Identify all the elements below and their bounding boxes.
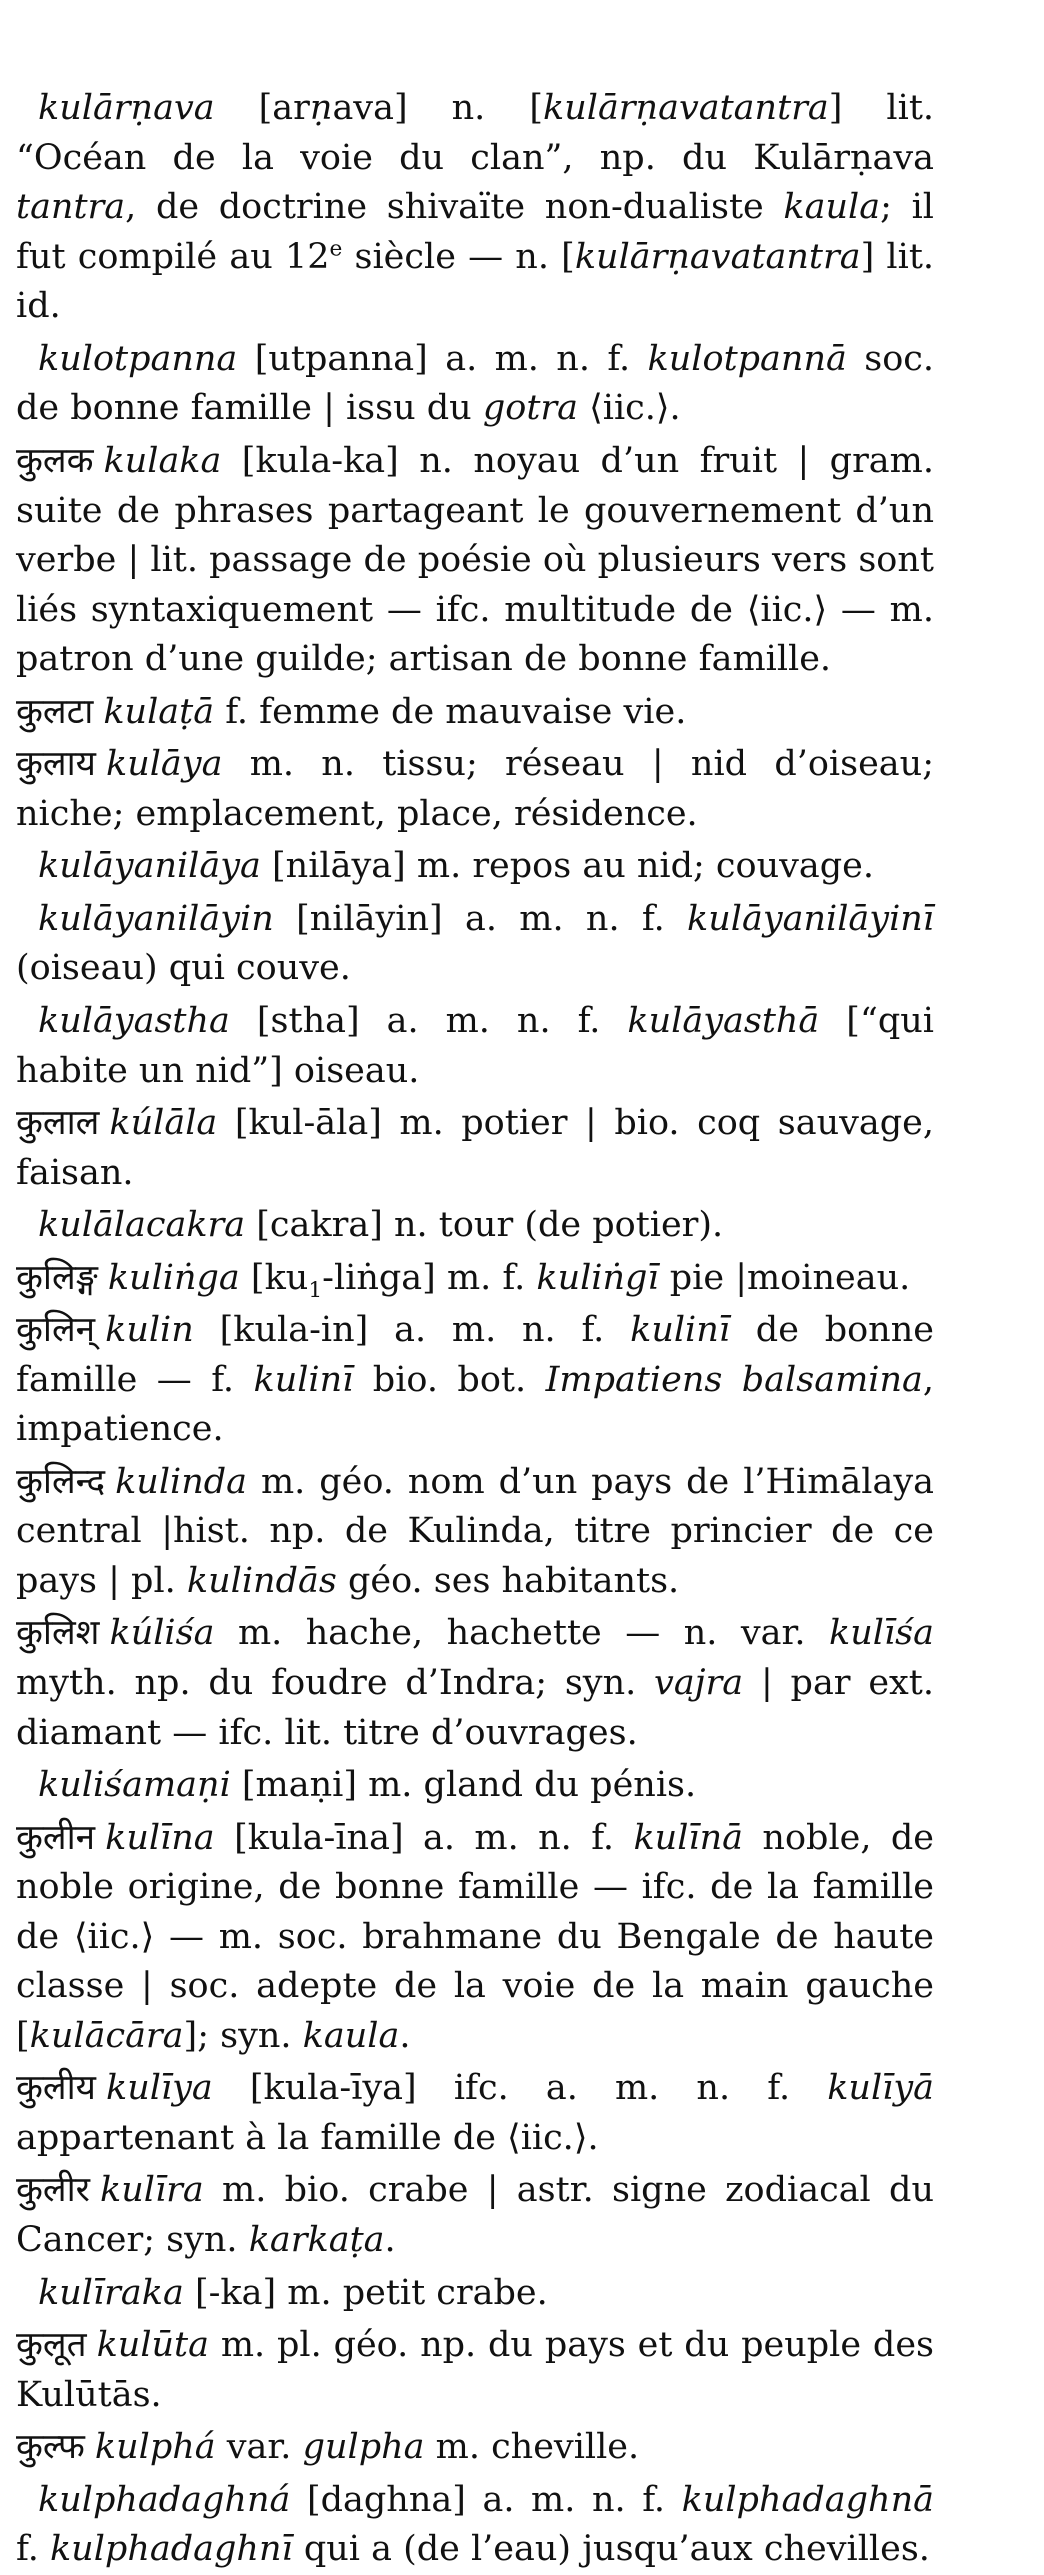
- italic-term: kulinī: [253, 1359, 354, 1400]
- italic-term: kulāya: [105, 744, 223, 785]
- italic-term: tantra: [16, 187, 126, 228]
- entry-text: [stha] a. m. n. f.: [229, 1000, 628, 1041]
- devanagari-headword: कुलीय: [16, 2068, 96, 2109]
- devanagari-headword: कुलिन्: [16, 1310, 96, 1351]
- entry-text: [maṇi] m. gland du pénis.: [230, 1765, 697, 1806]
- italic-term: kaula: [783, 187, 881, 228]
- dictionary-entry-kulina: [16, 1814, 934, 2062]
- italic-term: kúlāla: [109, 1103, 218, 1143]
- entry-text: m. n. tissu; réseau | nid d’oiseau; niche; emplacement, place, résidence.: [16, 744, 934, 834]
- entry-text: [ku: [239, 1257, 309, 1298]
- italic-term: kulotpannā: [647, 338, 847, 379]
- italic-term: kulālacakra: [38, 1205, 246, 1246]
- devanagari-headword: कुलाय: [16, 744, 96, 785]
- subscript: 1: [308, 1277, 323, 1303]
- italic-term: kulāyanilāya: [38, 846, 261, 887]
- italic-term: kuliṅga: [107, 1257, 240, 1298]
- entry-text: ]; syn.: [183, 2015, 303, 2056]
- italic-term: kulphadaghnā: [681, 2479, 934, 2520]
- devanagari-headword: कुलक: [16, 440, 94, 481]
- italic-term: kulārṇavatantra: [574, 236, 861, 277]
- entry-text: [cakra] n. tour (de potier).: [245, 1205, 724, 1246]
- italic-term: kulaka: [103, 440, 222, 481]
- devanagari-headword: कुलूत: [16, 2325, 87, 2366]
- devanagari-headword: कुलिश: [16, 1613, 100, 1654]
- entry-text: [kula-īna] a. m. n. f.: [214, 1817, 634, 1858]
- italic-term: kulaṭā: [103, 691, 215, 732]
- italic-term: karkaṭa: [248, 2220, 385, 2261]
- devanagari-headword: कुलाल: [16, 1103, 100, 1143]
- devanagari-headword: कुलीर: [16, 2170, 90, 2211]
- entry-text: [-ka] m. petit crabe.: [183, 2272, 548, 2313]
- italic-term: kulīyā: [827, 2068, 934, 2109]
- entry-text: soc. de bonne famille | issu du: [16, 338, 935, 429]
- italic-term: kulphadaghnī: [49, 2529, 293, 2570]
- italic-term: vajra: [654, 1662, 744, 1703]
- italic-term: kulīraka: [38, 2272, 184, 2313]
- italic-term: kulīśa: [829, 1613, 934, 1654]
- dictionary-entry-kuliraka: [16, 2269, 934, 2319]
- dictionary-entry-kulayanilayin: [16, 895, 934, 994]
- devanagari-headword: कुलिन्द: [16, 1461, 106, 1502]
- entry-text: [kula-īya] ifc. a. m. n. f.: [212, 2068, 828, 2109]
- entry-text: myth. np. du foudre d’Indra; syn.: [16, 1662, 655, 1703]
- italic-term: kulphá: [94, 2427, 216, 2468]
- dictionary-entry-kulayastha: [16, 997, 934, 1096]
- entry-text: [kul-āla] m. potier | bio. coq sauvage, faisan.: [16, 1103, 934, 1193]
- entry-text: siècle — n. [: [342, 236, 575, 277]
- entry-text: m. bio. crabe | astr. signe zodiacal du Cancer; syn.: [16, 2170, 934, 2261]
- dictionary-entry-kulisa: [16, 1609, 934, 1758]
- dictionary-entry-kulinga: [16, 1254, 934, 1304]
- entry-text: géo. ses habitants.: [336, 1560, 680, 1601]
- italic-term: ṇ: [309, 88, 333, 128]
- entry-text: m. hache, hachette — n. var.: [214, 1613, 830, 1654]
- italic-term: kulīra: [100, 2170, 204, 2211]
- italic-term: gulpha: [302, 2427, 425, 2468]
- italic-term: kulin: [105, 1310, 194, 1351]
- entry-text: .: [399, 2015, 411, 2056]
- devanagari-headword: कुलीन: [16, 1817, 96, 1858]
- entry-text: ⟨iic.⟩.: [577, 388, 681, 429]
- dictionary-entry-kulisamani: [16, 1761, 934, 1811]
- entry-text: (oiseau) qui couve.: [16, 948, 351, 989]
- italic-term: kaula: [302, 2015, 400, 2056]
- entry-text: noble, de noble origine, de bonne famille — ifc. de la famille de ⟨iic.⟩ — m. soc. brahmane du Bengale de haute classe | soc. adepte de la voie de la main gauche [: [16, 1817, 935, 2056]
- italic-term: kulīna: [105, 1817, 215, 1858]
- entry-text: [nilāya] m. repos au nid; couvage.: [260, 846, 875, 887]
- dictionary-entry-kulotpanna: [16, 335, 934, 434]
- entry-text: | par ext. diamant — ifc. lit. titre d’ouvrages.: [16, 1662, 934, 1753]
- entry-text: ] lit. “Océan de la voie du clan”, np. du Kulārṇava: [16, 88, 935, 178]
- entry-text: , de doctrine shivaïte non-dualiste: [125, 187, 784, 228]
- italic-term: kulāyanilāyin: [38, 898, 274, 939]
- italic-term: kulīya: [105, 2068, 213, 2109]
- superscript: e: [329, 236, 343, 262]
- dictionary-entry-kulin: [16, 1306, 934, 1455]
- italic-term: kulinī: [630, 1310, 730, 1351]
- entry-text: ] lit. id.: [16, 236, 935, 327]
- dictionary-entry-kulalacakra: [16, 1201, 934, 1251]
- entry-text: m. cheville.: [424, 2427, 640, 2468]
- italic-term: Impatiens balsamina: [545, 1359, 923, 1400]
- dictionary-entry-kulaya: [16, 740, 934, 839]
- entry-text: appartenant à la famille de ⟨iic.⟩.: [16, 2118, 599, 2158]
- devanagari-headword: कुलटा: [16, 691, 94, 732]
- entry-text: , impatience.: [16, 1359, 934, 1450]
- dictionary-entry-kuliya: [16, 2064, 934, 2163]
- entry-text: bio. bot.: [353, 1359, 546, 1400]
- dictionary-entry-kulphadaghna: [16, 2476, 934, 2575]
- italic-term: kuliṅgī: [536, 1257, 659, 1298]
- devanagari-headword: कुल्फ: [16, 2427, 85, 2468]
- entry-text: .: [384, 2220, 396, 2261]
- entry-text: ; il fut compilé au 12: [16, 187, 934, 277]
- entry-text: [“qui habite un nid”] oiseau.: [16, 1000, 934, 1091]
- italic-term: kulūta: [96, 2325, 209, 2366]
- dictionary-entry-kulata: [16, 688, 934, 738]
- dictionary-entry-kulinda: [16, 1458, 934, 1607]
- dictionary-entry-kulayanilaya: [16, 842, 934, 892]
- italic-term: kuliśamaṇi: [38, 1765, 231, 1806]
- entry-text: f. femme de mauvaise vie.: [214, 691, 687, 732]
- entry-text: [ar: [214, 88, 310, 128]
- dictionary-entry-kulpha: [16, 2423, 934, 2473]
- italic-term: kulāyanilāyinī: [687, 898, 934, 939]
- entry-text: m. pl. géo. np. du pays et du peuple des Kulūtās.: [16, 2325, 934, 2415]
- entry-text: de bonne famille — f.: [16, 1310, 934, 1400]
- entry-text: -liṅga] m. f.: [322, 1257, 537, 1298]
- entry-text: [nilāyin] a. m. n. f.: [273, 898, 688, 939]
- dictionary-entry-kulaka: [16, 437, 934, 685]
- entry-text: f.: [16, 2529, 50, 2570]
- entry-text: pie |moineau.: [658, 1257, 911, 1298]
- italic-term: gotra: [482, 388, 578, 429]
- italic-term: kulinda: [115, 1461, 248, 1502]
- italic-term: kulphadaghná: [38, 2479, 291, 2520]
- italic-term: kulindās: [186, 1560, 337, 1601]
- italic-term: kulotpanna: [38, 338, 238, 379]
- italic-term: kúliśa: [109, 1613, 215, 1654]
- entry-text: [kula-in] a. m. n. f.: [193, 1310, 631, 1351]
- italic-term: kulācāra: [29, 2015, 184, 2056]
- dictionary-entry-kulira: [16, 2166, 934, 2265]
- dictionary-entry-kulala: [16, 1099, 934, 1198]
- italic-term: kulārṇavatantra: [543, 88, 829, 128]
- entry-text: [daghna] a. m. n. f.: [290, 2479, 682, 2520]
- entry-text: ava] n. [: [332, 88, 543, 128]
- italic-term: kulāyasthā: [627, 1000, 820, 1041]
- entry-text: [utpanna] a. m. n. f.: [237, 338, 648, 379]
- dictionary-entry-kularnava: [16, 84, 934, 332]
- entry-text: m. géo. nom d’un pays de l’Himālaya central |hist. np. de Kulinda, titre princier de ce pays | pl.: [16, 1461, 934, 1601]
- devanagari-headword: कुलिङ्ग: [16, 1257, 98, 1298]
- italic-term: kulīnā: [633, 1817, 744, 1858]
- italic-term: kulārṇava: [38, 88, 215, 128]
- entry-text: var.: [215, 2427, 303, 2468]
- entry-text: [kula-ka] n. noyau d’un fruit | gram. suite de phrases partageant le gouvernement d’un verbe | lit. passage de poésie où plusieurs vers sont liés syntaxiquement — ifc. multitude de ⟨iic.⟩ — m. patron d’une guilde; artisan de bonne famille.: [16, 440, 934, 680]
- entry-text: qui a (de l’eau) jusqu’aux chevilles.: [292, 2529, 930, 2570]
- italic-term: kulāyastha: [38, 1000, 230, 1041]
- dictionary-entry-kuluta: [16, 2321, 934, 2420]
